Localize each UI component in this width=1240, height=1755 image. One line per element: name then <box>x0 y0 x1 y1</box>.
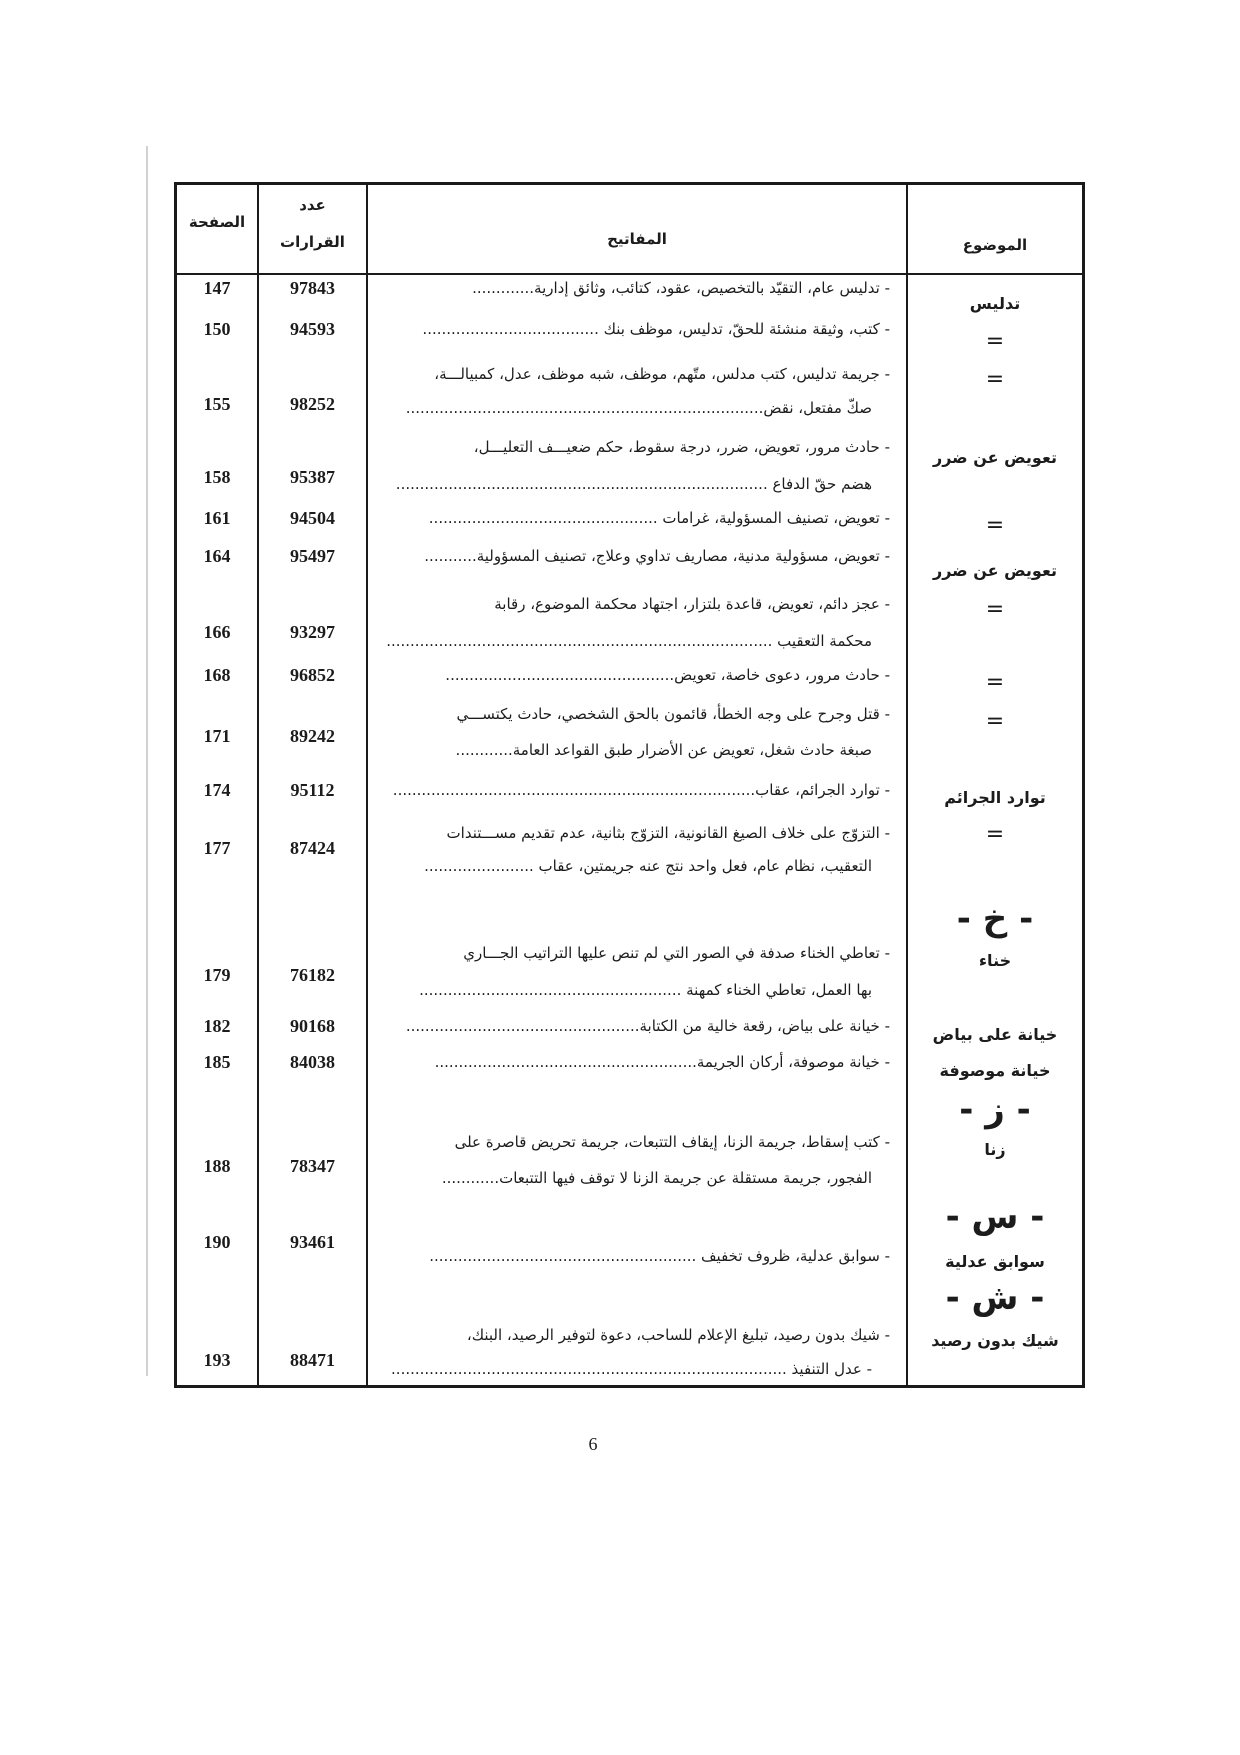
column-divider-count <box>366 185 368 1385</box>
decision-number: 93461 <box>290 1232 335 1252</box>
entry-key-line: - كتب إسقاط، جريمة الزنا، إيقاف التتبعات، جريمة تحريض قاصرة على <box>454 1133 890 1151</box>
decision-number: 95112 <box>290 780 335 800</box>
letter-heading: - خ - <box>956 899 1034 939</box>
header-rule <box>177 273 1082 275</box>
page-reference: 190 <box>203 1232 231 1252</box>
entry-key-line: - خيانة على بياض، رقعة خالية من الكتابة................................................. <box>405 1017 890 1035</box>
page-reference: 147 <box>203 278 231 298</box>
entry-key-line: - عدل التنفيذ ................................................................................... <box>391 1360 872 1378</box>
page-reference: 179 <box>203 965 231 985</box>
page-reference: 155 <box>203 394 231 414</box>
subject-label: تعويض عن ضرر <box>933 448 1057 467</box>
page-reference: 188 <box>203 1156 231 1176</box>
decision-number: 95387 <box>290 467 335 487</box>
header-count-line1: عدد <box>299 196 326 214</box>
letter-heading: - ز - <box>959 1090 1031 1130</box>
subject-ditto-mark: = <box>985 597 1005 622</box>
column-divider-page <box>257 185 259 1385</box>
page-reference: 166 <box>203 622 231 642</box>
decision-number: 94504 <box>290 508 335 528</box>
subject-ditto-mark: = <box>985 513 1005 538</box>
entry-key-line: - تدليس عام، التقيّد بالتخصيص، عقود، كتائب، وثائق إدارية............. <box>472 279 890 297</box>
page-reference: 171 <box>203 726 231 746</box>
letter-heading: - ش - <box>945 1278 1045 1318</box>
subject-label: خيانة موصوفة <box>939 1061 1051 1080</box>
entry-key-line: - حادث مرور، دعوى خاصة، تعويض................................................ <box>445 666 890 684</box>
page-reference: 150 <box>203 319 231 339</box>
entry-key-line: هضم حقّ الدفاع .............................................................................. <box>395 475 872 493</box>
entry-key-line: بها العمل، تعاطي الخناء كمهنة ....................................................... <box>419 981 872 999</box>
entry-key-line: - شيك بدون رصيد، تبليغ الإعلام للساحب، دعوة لتوفير الرصيد، البنك، <box>466 1326 890 1344</box>
entry-key-line: - توارد الجرائم، عقاب............................................................................ <box>392 781 890 799</box>
subject-ditto-mark: = <box>985 709 1005 734</box>
entry-key-line: - التزوّج على خلاف الصيغ القانونية، التزوّج بثانية، عدم تقديم مســـتندات <box>446 824 890 842</box>
subject-label: شيك بدون رصيد <box>931 1331 1059 1350</box>
entry-key-line: محكمة التعقيب ................................................................................. <box>386 632 872 650</box>
subject-label: تعويض عن ضرر <box>933 561 1057 580</box>
decision-number: 98252 <box>290 394 335 414</box>
decision-number: 94593 <box>290 319 335 339</box>
entry-key-line: - كتب، وثيقة منشئة للحقّ، تدليس، موظف بنك ..................................... <box>422 320 890 338</box>
subject-label: خيانة على بياض <box>932 1025 1058 1044</box>
decision-number: 78347 <box>290 1156 335 1176</box>
page-reference: 168 <box>203 665 231 685</box>
subject-label: سوابق عدلية <box>945 1252 1045 1271</box>
page-reference: 182 <box>203 1016 231 1036</box>
subject-label: تدليس <box>969 294 1021 313</box>
decision-number: 96852 <box>290 665 335 685</box>
decision-number: 89242 <box>290 726 335 746</box>
subject-label: خناء <box>978 951 1012 970</box>
page-number: 6 <box>588 1434 598 1454</box>
entry-key-line: - قتل وجرح على وجه الخطأ، قائمون بالحق الشخصي، حادث يكتســـي <box>456 705 890 723</box>
index-table <box>174 182 1085 1388</box>
subject-label: زنا <box>984 1140 1006 1159</box>
entry-key-line: صبغة حادث شغل، تعويض عن الأضرار طبق القواعد العامة............ <box>455 741 872 759</box>
header-subject: الموضوع <box>962 236 1028 254</box>
decision-number: 87424 <box>290 838 335 858</box>
decision-number: 76182 <box>290 965 335 985</box>
decision-number: 95497 <box>290 546 335 566</box>
page-reference: 193 <box>203 1350 231 1370</box>
decision-number: 90168 <box>290 1016 335 1036</box>
entry-key-line: التعقيب، نظام عام، فعل واحد نتج عنه جريمتين، عقاب ....................... <box>424 857 872 875</box>
page-reference: 174 <box>203 780 231 800</box>
entry-key-line: - جريمة تدليس، كتب مدلس، متّهم، موظف، شبه موظف، عدل، كمبيالـــة، <box>434 365 890 383</box>
page-reference: 161 <box>203 508 231 528</box>
entry-key-line: - تعويض، تصنيف المسؤولية، غرامات ................................................ <box>428 509 890 527</box>
page-reference: 158 <box>203 467 231 487</box>
entry-key-line: صكّ مفتعل، نقض........................................................................... <box>405 399 872 417</box>
decision-number: 97843 <box>290 278 335 298</box>
letter-heading: - س - <box>945 1197 1045 1237</box>
page-reference: 185 <box>203 1052 231 1072</box>
subject-ditto-mark: = <box>985 670 1005 695</box>
entry-key-line: - حادث مرور، تعويض، ضرر، درجة سقوط، حكم ضعيـــف التعليـــل، <box>473 438 890 456</box>
header-count-line2: القرارات <box>280 233 345 251</box>
header-page: الصفحة <box>188 213 246 231</box>
entry-key-line: الفجور، جريمة مستقلة عن جريمة الزنا لا توقف فيها التتبعات............ <box>441 1169 872 1187</box>
subject-ditto-mark: = <box>985 329 1005 354</box>
entry-key-line: - سوابق عدلية، ظروف تخفيف ........................................................ <box>429 1247 890 1265</box>
subject-ditto-mark: = <box>985 367 1005 392</box>
page-reference: 177 <box>203 838 231 858</box>
entry-key-line: - خيانة موصوفة، أركان الجريمة....................................................... <box>434 1053 890 1071</box>
page-reference: 164 <box>203 546 231 566</box>
subject-ditto-mark: = <box>985 822 1005 847</box>
entry-key-line: - عجز دائم، تعويض، قاعدة بلتزار، اجتهاد محكمة الموضوع، رقابة <box>494 595 890 613</box>
header-keys: المفاتيح <box>607 230 667 248</box>
entry-key-line: - تعاطي الخناء صدفة في الصور التي لم تنص عليها التراتيب الجـــاري <box>463 944 890 962</box>
subject-label: توارد الجرائم <box>944 788 1046 807</box>
decision-number: 93297 <box>290 622 335 642</box>
scan-shadow-line <box>146 146 148 1376</box>
decision-number: 88471 <box>290 1350 335 1370</box>
entry-key-line: - تعويض، مسؤولية مدنية، مصاريف تداوي وعلاج، تصنيف المسؤولية........... <box>424 547 890 565</box>
decision-number: 84038 <box>290 1052 335 1072</box>
